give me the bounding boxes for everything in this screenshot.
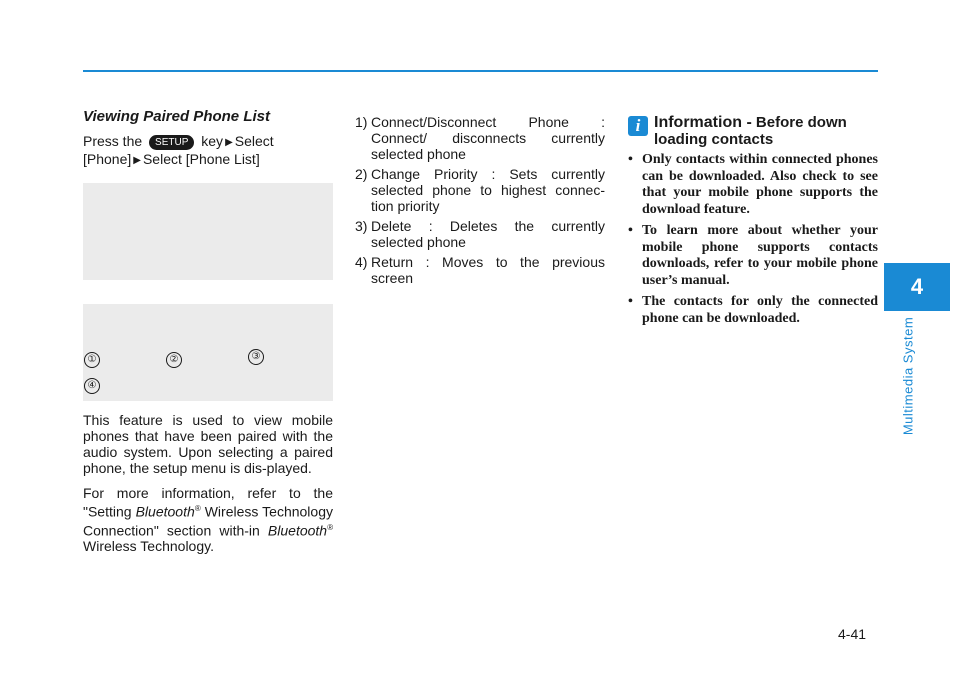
bullet-dot: • bbox=[628, 152, 633, 167]
instr-key-word: key bbox=[201, 133, 224, 149]
registered-mark: ® bbox=[194, 504, 201, 513]
ref-text-a: For more information, refer to the "Setting bbox=[83, 485, 333, 520]
column-1 bbox=[83, 108, 333, 554]
screen-image-1 bbox=[83, 183, 333, 280]
ref-text-b: Wireless Technology Connection" section with-in bbox=[83, 503, 333, 539]
chapter-title-vertical bbox=[896, 314, 920, 438]
bullet-dot: • bbox=[628, 223, 633, 238]
information-title bbox=[654, 114, 878, 148]
page-number: 4-41 bbox=[838, 626, 867, 642]
instr-phone: [Phone] bbox=[83, 151, 132, 167]
list-item bbox=[628, 152, 878, 218]
bluetooth-term: Bluetooth bbox=[135, 503, 195, 520]
top-rule bbox=[83, 70, 878, 72]
item-number: 4) bbox=[355, 254, 368, 270]
list-item bbox=[355, 254, 605, 286]
reference-paragraph bbox=[83, 485, 333, 554]
list-item bbox=[355, 218, 605, 250]
item-number: 3) bbox=[355, 218, 368, 234]
arrow-right-icon: ▶ bbox=[225, 137, 233, 148]
bullet-dot: • bbox=[628, 294, 633, 309]
column-3 bbox=[628, 114, 878, 332]
info-lead: Information - bbox=[654, 114, 752, 131]
chapter-number: 4 bbox=[910, 274, 924, 299]
list-item bbox=[355, 114, 605, 162]
callout-2: ② bbox=[166, 352, 182, 368]
bluetooth-term: Bluetooth bbox=[267, 522, 328, 539]
item-number: 2) bbox=[355, 166, 368, 182]
item-text: Delete : Deletes the currently selected phone bbox=[371, 218, 605, 250]
chapter-title: Multimedia System bbox=[900, 316, 916, 436]
callout-4: ④ bbox=[84, 378, 100, 394]
description-paragraph: This feature is used to view mobile phones that have been paired with the audio system. Upon selecting a paired phone, the setup menu is dis-played. bbox=[83, 412, 333, 476]
list-item bbox=[355, 166, 605, 214]
callout-3: ③ bbox=[248, 349, 264, 365]
chapter-tab bbox=[884, 263, 950, 311]
bullet-text: Only contacts within connected phones can be downloaded. Also check to see that your mobile phone supports the download feature. bbox=[642, 152, 878, 217]
arrow-right-icon: ▶ bbox=[133, 155, 141, 166]
registered-mark: ® bbox=[327, 522, 333, 532]
list-item bbox=[628, 223, 878, 289]
instruction bbox=[83, 133, 333, 169]
list-item bbox=[628, 294, 878, 327]
ref-text-c: Wireless Technology. bbox=[83, 538, 214, 555]
info-title-text: Before down loading contacts bbox=[654, 114, 847, 148]
callout-1: ① bbox=[84, 352, 100, 368]
info-bullets bbox=[628, 152, 878, 327]
column-2 bbox=[355, 114, 605, 290]
instr-select: Select bbox=[234, 133, 274, 149]
instr-select-list: Select [Phone List] bbox=[142, 151, 260, 167]
section-title: Viewing Paired Phone List bbox=[83, 108, 270, 125]
item-text: Return : Moves to the previous screen bbox=[371, 254, 605, 286]
item-text: Change Priority : Sets currently selected phone to highest connec-tion priority bbox=[371, 166, 605, 214]
bullet-text: The contacts for only the connected phone can be downloaded. bbox=[642, 294, 878, 326]
instr-press: Press the bbox=[83, 133, 143, 149]
setup-key-badge: SETUP bbox=[149, 135, 194, 150]
screen-image-2 bbox=[83, 304, 333, 401]
item-text: Connect/Disconnect Phone : Connect/ disconnects currently selected phone bbox=[371, 114, 605, 162]
information-header bbox=[628, 114, 878, 148]
info-icon: i bbox=[628, 116, 648, 136]
bullet-text: To learn more about whether your mobile phone supports contacts downloads, refer to your mobile phone user’s manual. bbox=[642, 223, 878, 288]
function-list bbox=[355, 114, 605, 286]
item-number: 1) bbox=[355, 114, 368, 130]
